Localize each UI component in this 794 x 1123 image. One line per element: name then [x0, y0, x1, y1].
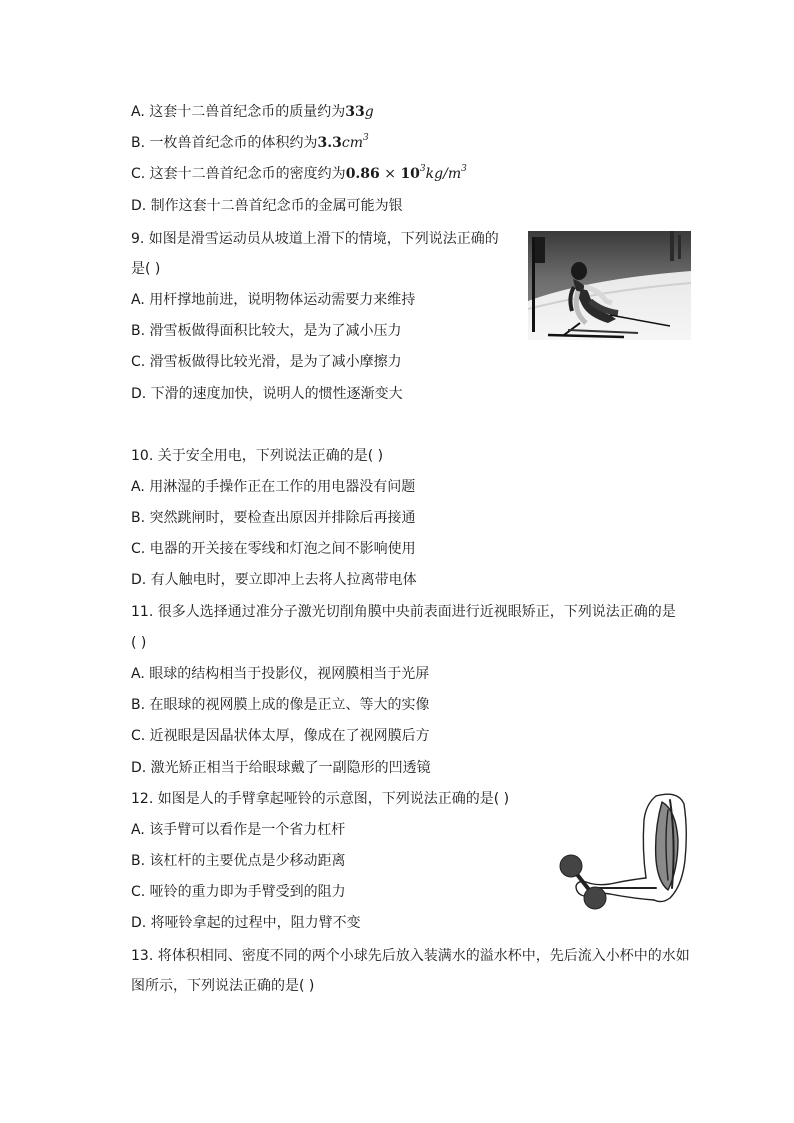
- q10-stem: 10. 关于安全用电，下列说法正确的是( ): [131, 448, 384, 464]
- q12-stem: 12. 如图是人的手臂拿起哑铃的示意图，下列说法正确的是( ): [131, 791, 510, 807]
- q9-option-b: B. 滑雪板做得面积比较大，是为了减小压力: [131, 323, 402, 339]
- q9-option-d: D. 下滑的速度加快，说明人的惯性逐渐变大: [131, 386, 403, 402]
- q9-option-a: A. 用杆撑地前进，说明物体运动需要力来维持: [131, 292, 416, 308]
- q12-option-a: A. 该手臂可以看作是一个省力杠杆: [131, 822, 346, 838]
- q10-option-c: C. 电器的开关接在零线和灯泡之间不影响使用: [131, 541, 416, 557]
- q8-option-d: D. 制作这套十二兽首纪念币的金属可能为银: [131, 198, 403, 214]
- q8-option-c: C. 这套十二兽首纪念币的密度约为$0.86 \times 10^3kg/m^3$: [131, 164, 467, 182]
- q11-option-a: A. 眼球的结构相当于投影仪，视网膜相当于光屏: [131, 666, 430, 682]
- arm-dumbbell-figure: [558, 790, 690, 910]
- q9-stem-line1: 9. 如图是滑雪运动员从坡道上滑下的情境，下列说法正确的: [131, 231, 499, 247]
- q10-option-b: B. 突然跳闸时，要检查出原因并排除后再接通: [131, 510, 416, 526]
- q11-option-c: C. 近视眼是因晶状体太厚，像成在了视网膜后方: [131, 728, 430, 744]
- skier-photo: [528, 231, 691, 340]
- q11-stem-line2: ( ): [131, 635, 147, 651]
- q12-option-d: D. 将哑铃拿起的过程中，阻力臂不变: [131, 915, 361, 931]
- q11-option-b: B. 在眼球的视网膜上成的像是正立、等大的实像: [131, 697, 430, 713]
- q8-option-a: A. 这套十二兽首纪念币的质量约为33g: [131, 104, 374, 120]
- q9-option-c: C. 滑雪板做得比较光滑，是为了减小摩擦力: [131, 354, 402, 370]
- q12-option-c: C. 哑铃的重力即为手臂受到的阻力: [131, 884, 346, 900]
- q13-stem-line2: 图所示，下列说法正确的是( ): [131, 978, 315, 994]
- q13-stem-line1: 13. 将体积相同、密度不同的两个小球先后放入装满水的溢水杯中，先后流入小杯中的水如: [131, 948, 690, 964]
- q10-option-d: D. 有人触电时，要立即冲上去将人拉离带电体: [131, 572, 417, 588]
- q12-option-b: B. 该杠杆的主要优点是少移动距离: [131, 853, 346, 869]
- q10-option-a: A. 用淋湿的手操作正在工作的用电器没有问题: [131, 479, 416, 495]
- q11-option-d: D. 激光矫正相当于给眼球戴了一副隐形的凹透镜: [131, 760, 431, 776]
- q9-stem-line2: 是( ): [131, 261, 161, 277]
- q11-stem-line1: 11. 很多人选择通过准分子激光切削角膜中央前表面进行近视眼矫正，下列说法正确的是: [131, 604, 676, 620]
- q8-option-b: B. 一枚兽首纪念币的体积约为$3.3cm^3$: [131, 133, 369, 151]
